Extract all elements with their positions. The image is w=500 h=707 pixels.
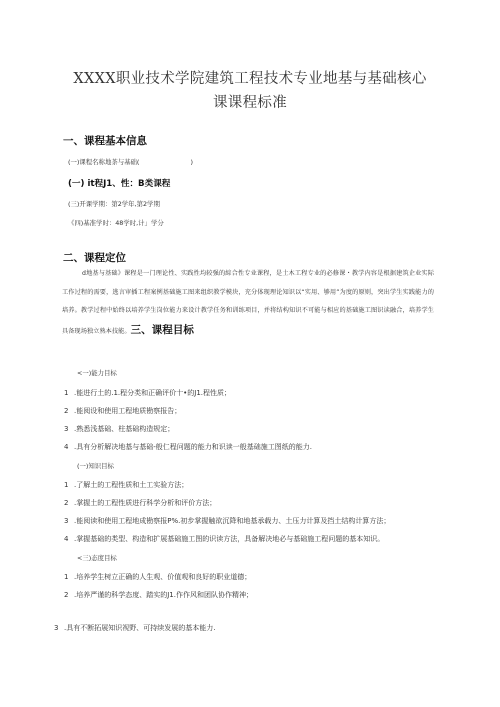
list-item: 4 .掌握基础的类型、构造和扩展基础施工图的识读方法，具备解决地必与基础施工程问题的基本知识。 — [64, 535, 385, 543]
ability-objectives-heading: <一)能力目标 — [77, 369, 117, 377]
attitude-objectives-heading: <三)态度目标 — [77, 554, 117, 562]
section-heading-basic-info: 一、课程基本信息 — [63, 135, 147, 147]
positioning-paragraph — [62, 265, 434, 341]
section-heading-objectives: 三、课程目标 — [130, 323, 194, 336]
list-item: 3 .具有不断拓展知识视野、可持续发展的基本能力. — [54, 624, 216, 632]
list-item: 2 .培养严谨的科学态度、踏实的J1.作作风和团队协作精神； — [64, 591, 253, 599]
document-title-line2: 课课程标准 — [213, 95, 287, 111]
list-item: 2 .能阅设和使用工程地质勘察报告； — [64, 407, 182, 415]
list-item: 3 .熟悉浅基础、柱基础构造规定； — [64, 425, 175, 433]
list-item: 3 .能阅读和使用工程地成勘察报P%.初步掌握触欲沉降和地基承载力、土压力计算及挡土结构计算方法； — [64, 517, 391, 525]
list-item: 1 .培养学生树立正确的人生观、价值观和良好的职业道德； — [64, 573, 252, 581]
credit-hours-line: 《四)基准学时：48学时,计」学分 — [68, 219, 164, 227]
positioning-text: d地基与基础》课程是一门理论性、实践性均较强的綜合性专业课程，是土木工程专业的必修课・教学内容是根据建筑企业实际工作过程的需要，逃言审插工程案例基础施工图来组织教学模块，充分体现理论知识以“实用、够用”为度的原则，突出学生实践能力的培养。教学过程中始终以培养学生岗位能力来设计教学任务和训练项目，并将结构知识不可能与相应的基础施工图识读融合，培养学生具备现场独立熟本技能。 — [62, 270, 434, 335]
document-title-line1: XXXX职业技术学院建筑工程技术专业地基与基础核心 — [73, 71, 427, 87]
knowledge-objectives-heading: (一)知识目标 — [77, 462, 114, 470]
list-item: 1 .能进行土的.1.程分类和正确评价十•的J1.程性质； — [64, 389, 232, 397]
course-name-line: (一)课程名称地茶与基础( ) — [68, 158, 194, 166]
course-type-line: (一) it程J1、性：B类课程 — [68, 179, 171, 189]
list-item: 2 .掌握土的工程性质进行科学分析和评价方法； — [64, 499, 217, 507]
list-item: 4 .具有分析解决地基与基础-般仁程问题的能力和识读一般基础施工图纸的能力. — [64, 443, 312, 451]
semester-line: (三)开课学期：第2学年,第2学期 — [68, 200, 160, 208]
list-item: 1 .了解土的工程性质和土工实验方法； — [64, 481, 189, 489]
section-heading-positioning: 二、课程定位 — [63, 252, 126, 264]
